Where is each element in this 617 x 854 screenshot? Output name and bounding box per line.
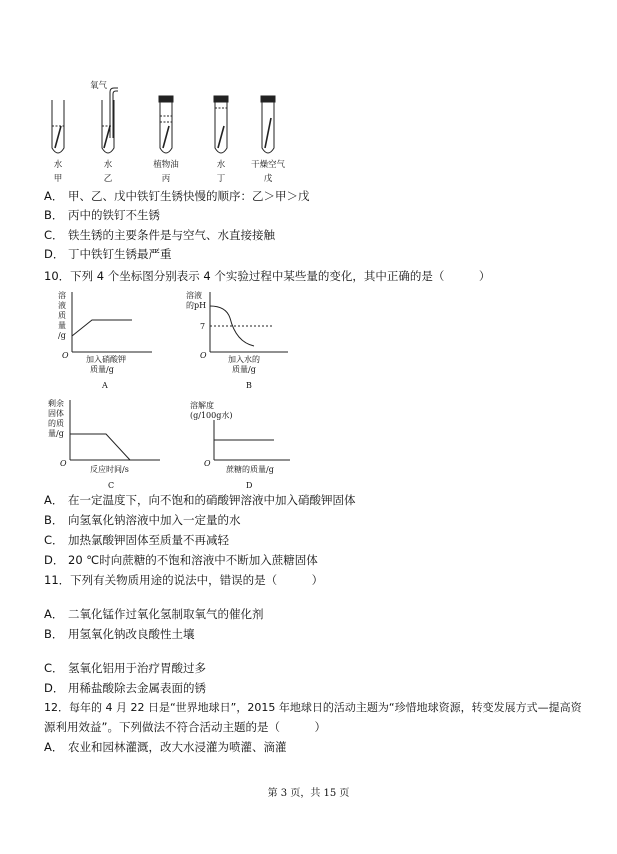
tube-content-label: 干燥空气 — [250, 160, 285, 170]
svg-text:量/g: 量/g — [48, 429, 64, 438]
tube-content-label: 水 — [216, 160, 226, 170]
svg-text:的质: 的质 — [48, 419, 64, 428]
q11-option-b: B． 用氢氧化钠改良酸性土壤 — [44, 627, 195, 641]
q12-stem-line2: 源利用效益”。下列做法不符合活动主题的是（ ） — [44, 720, 326, 734]
svg-text:的pH: 的pH — [186, 301, 207, 310]
q11-option-c: C． 氢氧化铝用于治疗胃酸过多 — [44, 661, 206, 675]
q12-option-a: A． 农业和园林灌溉，改大水浸灌为喷灌、滴灌 — [44, 740, 287, 754]
svg-text:(g/100g水): (g/100g水) — [190, 411, 233, 420]
q9-option-d: D． 丁中铁钉生锈最严重 — [44, 247, 172, 261]
q9-option-c: C． 铁生锈的主要条件是与空气、水直接接触 — [44, 228, 275, 242]
chart-a — [56, 288, 166, 398]
chart-b — [184, 288, 294, 398]
chart-d — [190, 396, 300, 496]
svg-text:溶: 溶 — [58, 291, 66, 300]
svg-text:O: O — [62, 351, 69, 360]
q11-option-d: D． 用稀盐酸除去金属表面的锈 — [44, 681, 206, 695]
tube-name-label: 戊 — [263, 174, 273, 184]
q10-option-a: A． 在一定温度下，向不饱和的硝酸钾溶液中加入硝酸钾固体 — [44, 493, 356, 507]
svg-text:液: 液 — [58, 301, 66, 310]
q10-option-d: D． 20 ℃时向蔗糖的不饱和溶液中不断加入蔗糖固体 — [44, 553, 318, 567]
chart-c — [46, 396, 166, 496]
svg-text:7: 7 — [200, 322, 206, 331]
q10-stem: 10．下列 4 个坐标图分别表示 4 个实验过程中某些量的变化，其中正确的是（ ） — [44, 269, 491, 283]
q10-option-c: C． 加热氯酸钾固体至质量不再减轻 — [44, 533, 229, 547]
svg-text:O: O — [60, 459, 67, 468]
tube-ding — [214, 96, 228, 153]
svg-text:加入水的: 加入水的 — [228, 355, 260, 364]
svg-text:固体: 固体 — [48, 409, 64, 418]
q10-option-b: B． 向氢氧化钠溶液中加入一定量的水 — [44, 513, 241, 527]
tube-name-label: 丙 — [161, 174, 171, 184]
q9-option-a: A． 甲、乙、戊中铁钉生锈快慢的顺序：乙＞甲＞戊 — [44, 189, 310, 203]
svg-text:B: B — [246, 381, 252, 390]
tube-name-label: 乙 — [103, 174, 113, 184]
svg-text:剩余: 剩余 — [48, 399, 64, 408]
svg-text:加入硝酸钾: 加入硝酸钾 — [86, 355, 126, 364]
svg-text:溶液: 溶液 — [186, 291, 202, 300]
q11-stem: 11．下列有关物质用途的说法中，错误的是（ ） — [44, 573, 324, 587]
test-tube-drawing — [40, 78, 300, 168]
svg-text:质量/g: 质量/g — [90, 365, 114, 374]
svg-text:质量/g: 质量/g — [232, 365, 256, 374]
svg-text:/g: /g — [58, 331, 66, 340]
oxygen-label: 氧气 — [90, 81, 108, 91]
svg-text:A: A — [102, 381, 108, 390]
svg-text:O: O — [200, 351, 207, 360]
tube-content-label: 植物油 — [153, 160, 179, 170]
page-footer: 第 3 页，共 15 页 — [267, 788, 350, 799]
svg-text:质: 质 — [58, 311, 66, 320]
tube-wu — [261, 96, 275, 153]
svg-text:D: D — [246, 481, 253, 490]
q9-option-b: B． 丙中的铁钉不生锈 — [44, 208, 160, 222]
svg-text:量: 量 — [58, 321, 66, 330]
tube-name-label: 甲 — [53, 174, 63, 184]
tube-content-label: 水 — [53, 160, 63, 170]
svg-text:蔗糖的质量/g: 蔗糖的质量/g — [226, 465, 274, 474]
tube-bing — [159, 96, 173, 153]
tube-content-label: 水 — [103, 160, 113, 170]
test-tube-figure — [40, 78, 300, 188]
svg-text:溶解度: 溶解度 — [190, 401, 214, 410]
svg-text:反应时间/s: 反应时间/s — [90, 465, 129, 474]
svg-text:O: O — [204, 459, 211, 468]
q11-option-a: A． 二氧化锰作过氧化氢制取氧气的催化剂 — [44, 607, 264, 621]
tube-jia — [52, 100, 64, 153]
svg-text:C: C — [108, 481, 115, 490]
tube-name-label: 丁 — [216, 174, 226, 184]
tube-yi — [102, 88, 118, 153]
q12-stem-line1: 12．每年的 4 月 22 日是“世界地球日”，2015 年地球日的活动主题为“珍惜地球资源，转变发展方式—提高资 — [44, 701, 582, 714]
